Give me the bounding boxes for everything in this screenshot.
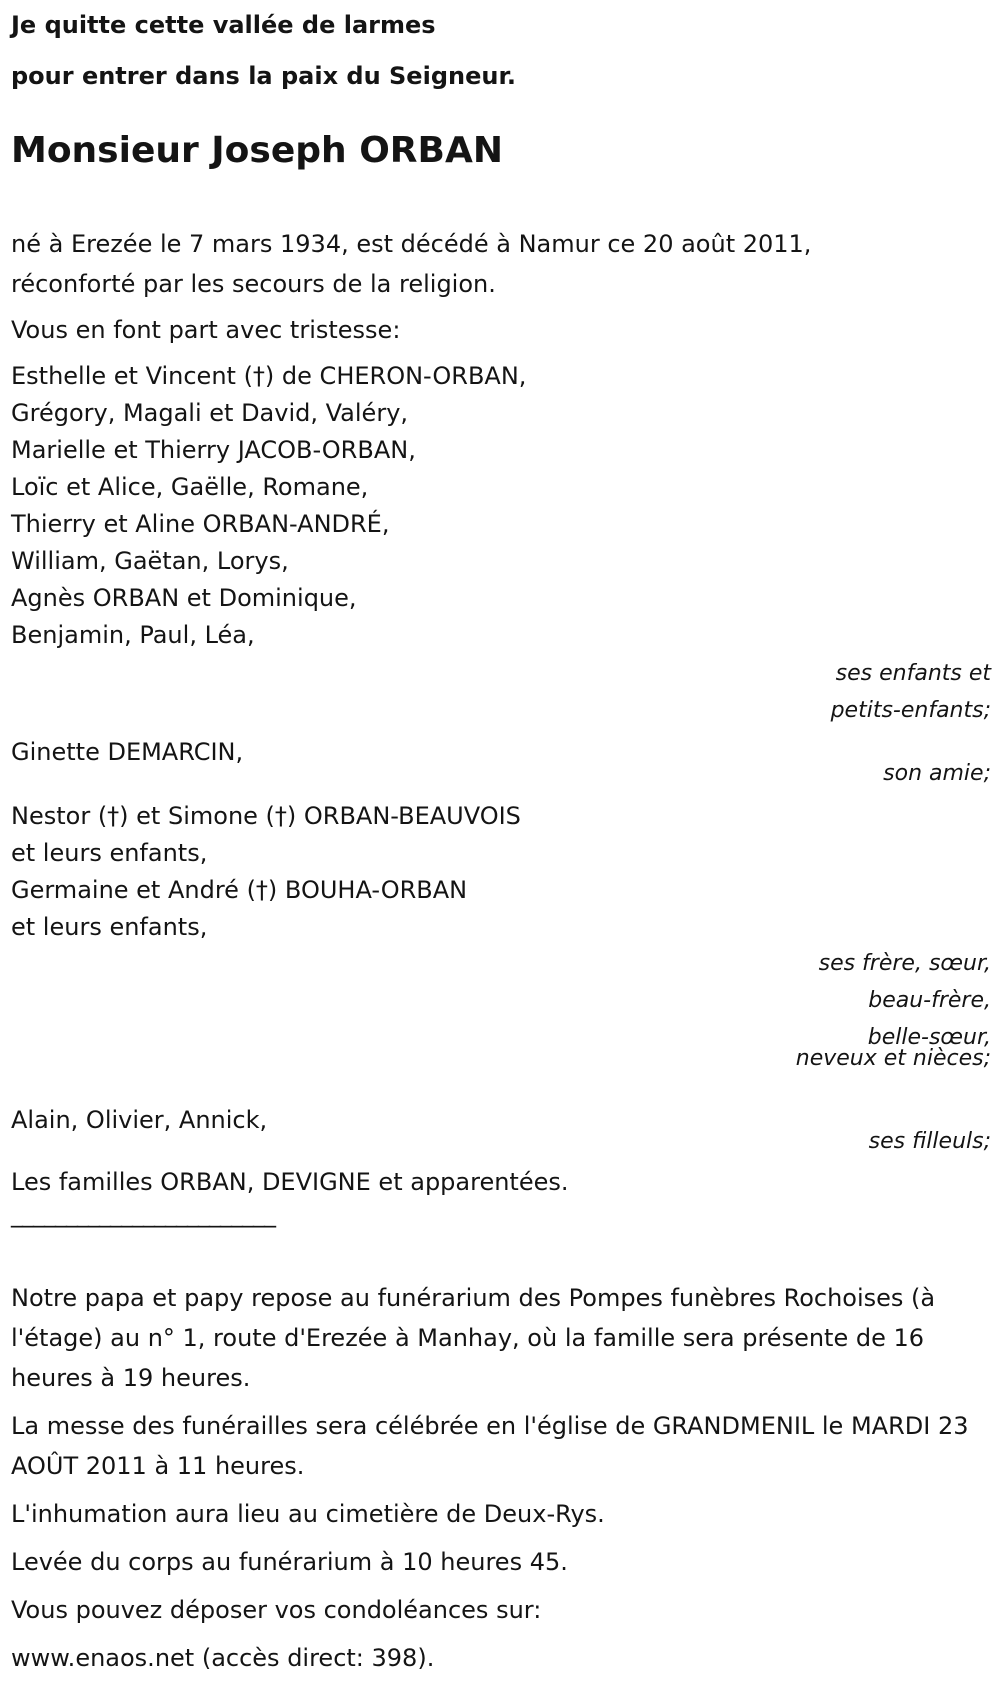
intro-quote xyxy=(11,0,991,102)
child-line: Benjamin, Paul, Léa, xyxy=(11,621,255,649)
levee-info: Levée du corps au funérarium à 10 heures 45. xyxy=(11,1548,568,1576)
condolences-info: Vous pouvez déposer vos condoléances sur: xyxy=(11,1596,542,1624)
birth-line-1: né à Erezée le 7 mars 1934, est décédé à Namur ce 20 août 2011, xyxy=(11,230,812,258)
intro-line-2: pour entrer dans la paix du Seigneur. xyxy=(11,62,516,90)
child-line: Marielle et Thierry JACOB-ORBAN, xyxy=(11,436,416,464)
siblings-role-line-2: beau-frère, xyxy=(868,988,991,1013)
siblings-role-line-4: neveux et nièces; xyxy=(795,1046,991,1071)
godchildren-block xyxy=(11,1100,991,1162)
children-role-line-1: ses enfants et xyxy=(835,661,991,686)
friend-block xyxy=(11,732,991,796)
sibling-line: Germaine et André (†) BOUHA-ORBAN xyxy=(11,876,468,904)
godchildren-names: Alain, Olivier, Annick, xyxy=(11,1106,268,1134)
sibling-line: Nestor (†) et Simone (†) ORBAN-BEAUVOIS xyxy=(11,802,521,830)
friend-name: Ginette DEMARCIN, xyxy=(11,738,244,766)
child-line: William, Gaëtan, Lorys, xyxy=(11,547,289,575)
child-line: Grégory, Magali et David, Valéry, xyxy=(11,399,409,427)
deceased-name: Monsieur Joseph ORBAN xyxy=(11,130,503,171)
friend-role: son amie; xyxy=(883,761,991,786)
children-role-line-2: petits-enfants; xyxy=(830,698,991,723)
siblings-block xyxy=(11,796,991,1100)
child-line: Esthelle et Vincent (†) de CHERON-ORBAN, xyxy=(11,362,527,390)
children-block xyxy=(11,356,991,732)
child-line: Agnès ORBAN et Dominique, xyxy=(11,584,357,612)
godchildren-role: ses filleuls; xyxy=(868,1129,991,1154)
siblings-role-line-1: ses frère, sœur, xyxy=(818,951,991,976)
obituary-page xyxy=(11,0,991,1678)
siblings-role-line-3: belle-sœur, xyxy=(867,1025,991,1050)
sibling-line: et leurs enfants, xyxy=(11,839,208,867)
website-link[interactable]: www.enaos.net (accès direct: 398). xyxy=(11,1644,435,1672)
intro-line-1: Je quitte cette vallée de larmes xyxy=(11,11,436,39)
burial-info: L'inhumation aura lieu au cimetière de Deux-Rys. xyxy=(11,1500,605,1528)
families-text: Les familles ORBAN, DEVIGNE et apparentées. xyxy=(11,1168,569,1196)
sibling-line: et leurs enfants, xyxy=(11,913,208,941)
birth-line-2: réconforté par les secours de la religion. xyxy=(11,270,496,298)
child-line: Thierry et Aline ORBAN-ANDRÉ, xyxy=(11,510,390,538)
funerarium-info: Notre papa et papy repose au funérarium des Pompes funèbres Rochoises (à l'étage) au n° 1, route d'Erezée à Manhay, où la famille sera présente de 16 heures à 19 heures. xyxy=(11,1284,936,1392)
separator-line: ________________________ xyxy=(11,1200,275,1228)
announce-text: Vous en font part avec tristesse: xyxy=(11,316,401,344)
mass-info: La messe des funérailles sera célébrée en l'église de GRANDMENIL le MARDI 23 AOÛT 2011 à 11 heures. xyxy=(11,1412,969,1480)
child-line: Loïc et Alice, Gaëlle, Romane, xyxy=(11,473,369,501)
